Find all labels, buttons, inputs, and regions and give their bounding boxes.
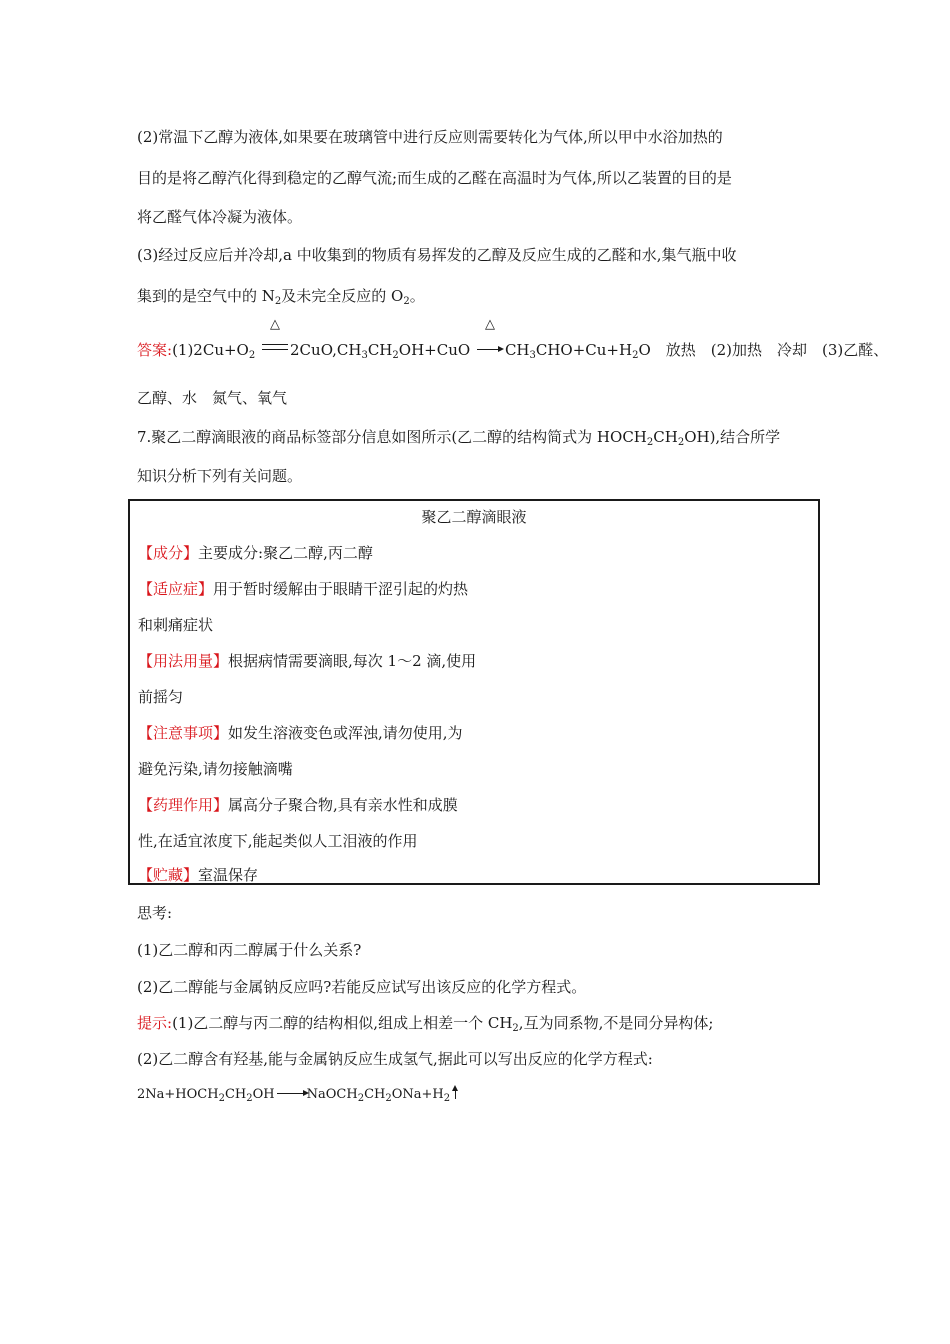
label-indication-2: 和刺痛症状 [138,616,214,634]
label-usage-2: 前摇匀 [138,688,184,706]
reaction-arrow-icon [277,1093,305,1094]
sodium-reaction-equation: $2Na+HOCH_2CH_2OH$ $NaOCH_2CH_2ONa+H_2$ [137,1086,456,1104]
answer-label: 答案: [137,341,173,359]
label-pharmacology-2: 性,在适宜浓度下,能起类似人工泪液的作用 [138,832,418,850]
label-title: 聚乙二醇滴眼液 [421,508,527,526]
hint-label: 提示: [137,1014,173,1032]
label-notice-2: 避免污染,请勿接触滴嘴 [138,760,293,778]
question-7-line-1: 7.聚乙二醇滴眼液的商品标签部分信息如图所示(乙二醇的结构简式为 $HOCH_2CH_2OH$),结合所学 [137,428,781,448]
question-7-line-2: 知识分析下列有关问题。 [137,467,303,485]
paragraph-2-line-2: 目的是将乙醇汽化得到稳定的乙醇气流;而生成的乙醛在高温时为气体,所以乙装置的目的是 [137,169,732,187]
paragraph-2-line-3: 将乙醛气体冷凝为液体。 [137,208,303,226]
hint-line-1: 提示:(1)乙二醇与丙二醇的结构相似,组成上相差一个 $CH_2$,互为同系物,不是同分异构体; [137,1014,714,1034]
think-question-2: (2)乙二醇能与金属钠反应吗?若能反应试写出该反应的化学方程式。 [137,978,587,996]
heat-equals-sign [260,317,290,360]
label-indication-1: 【适应症】用于暂时缓解由于眼睛干涩引起的灼热 [138,580,469,598]
heat-reaction-arrow [475,317,505,360]
label-storage: 【贮藏】室温保存 [138,866,259,884]
paragraph-2-line-1: (2)常温下乙醇为液体,如果要在玻璃管中进行反应则需要转化为气体,所以甲中水浴加热的 [137,128,723,146]
label-usage-1: 【用法用量】根据病情需要滴眼,每次 1～2 滴,使用 [138,652,477,670]
think-title: 思考: [137,904,173,922]
label-composition: 【成分】主要成分:聚乙二醇,丙二醇 [138,544,373,562]
answer-line-2: 乙醇、水 氮气、氧气 [137,389,288,407]
think-question-1: (1)乙二醇和丙二醇属于什么关系? [137,941,362,959]
paragraph-3-line-2: 集到的是空气中的 $N_2$及未完全反应的 $O_2$。 [137,287,425,307]
heat-triangle-icon: △ [270,317,281,332]
answer-line-1: 答案$:(1)2Cu+O_2$ △ $2CuO,CH_3CH_2OH+CuO$ △ $CH_3CHO+Cu+H_2O$ 放热 (2)加热 冷却 (3)乙醛、 [137,317,889,361]
gas-up-arrow-icon [455,1087,456,1099]
paragraph-3-line-1: (3)经过反应后并冷却,a 中收集到的物质有易挥发的乙醇及反应生成的乙醛和水,集气瓶中收 [137,246,737,264]
product-label-box [128,499,820,885]
hint-line-2: (2)乙二醇含有羟基,能与金属钠反应生成氢气,据此可以写出反应的化学方程式: [137,1050,653,1068]
heat-triangle-icon: △ [484,317,495,332]
label-notice-1: 【注意事项】如发生溶液变色或浑浊,请勿使用,为 [138,724,463,742]
label-pharmacology-1: 【药理作用】属高分子聚合物,具有亲水性和成膜 [138,796,458,814]
